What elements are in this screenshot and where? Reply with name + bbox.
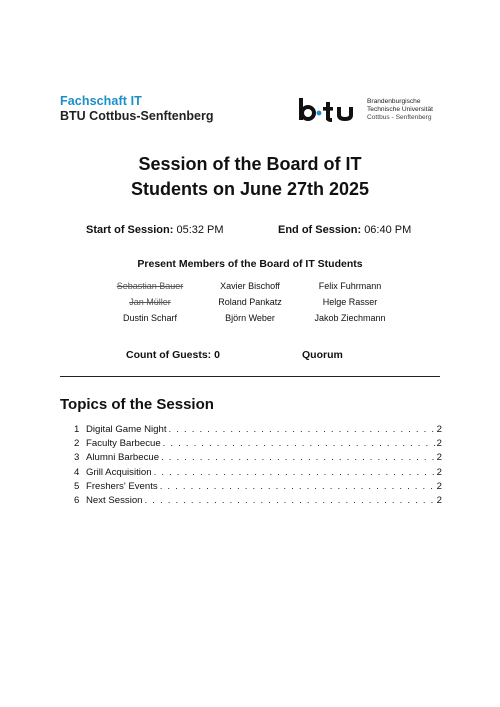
toc-entry[interactable] [74, 495, 442, 509]
toc-page: 2 [436, 480, 442, 492]
toc-label: Alumni Barbecue [86, 452, 160, 464]
toc-page: 2 [436, 438, 442, 450]
page-title [0, 152, 500, 202]
btu-logo-wordmark [367, 98, 433, 123]
toc-entry[interactable] [74, 424, 442, 438]
member-name: Roland Pankatz [218, 297, 282, 307]
org-name: Fachschaft IT [60, 94, 142, 108]
toc-leader [161, 452, 435, 463]
title-line-2: Students on June 27th 2025 [130, 179, 370, 199]
members-row [100, 294, 400, 310]
member-name: Helge Rasser [322, 297, 378, 307]
logo-text-line: Cottbus - Senftenberg [367, 114, 432, 122]
toc-number: 1 [74, 424, 80, 435]
toc-label: Digital Game Night [86, 424, 167, 435]
member-name: Felix Fuhrmann [318, 281, 382, 291]
quorum-label: Quorum [302, 349, 343, 361]
toc-number: 4 [74, 466, 80, 478]
btu-logo-icon [298, 96, 358, 124]
toc-number: 5 [74, 480, 80, 492]
topics-heading: Topics of the Session [60, 396, 214, 413]
toc-leader [154, 467, 435, 478]
session-end-label: End of Session: [278, 224, 362, 236]
guest-count [126, 349, 220, 361]
toc-entry[interactable] [74, 438, 442, 452]
toc-label: Next Session [86, 494, 143, 506]
toc-entry[interactable] [74, 481, 442, 495]
members-row [100, 278, 400, 294]
toc-leader [169, 424, 435, 435]
organization-header [60, 94, 213, 123]
member-name: Björn Weber [225, 313, 275, 323]
session-start-time: 05:32 PM [176, 224, 224, 236]
toc-number: 6 [74, 494, 80, 506]
members-row [100, 310, 400, 326]
member-name: Jakob Ziechmann [314, 313, 386, 323]
guest-count-value: 0 [214, 349, 220, 361]
toc-label: Faculty Barbecue [86, 438, 161, 450]
session-start-label: Start of Session: [86, 224, 174, 236]
logo-text-line: Technische Universität [367, 105, 433, 113]
member-name: Xavier Bischoff [220, 281, 280, 291]
toc-page: 2 [436, 466, 442, 478]
toc-label: Freshers' Events [86, 480, 158, 492]
member-name: Jan Müller [129, 297, 171, 307]
toc-page: 2 [436, 452, 442, 464]
btu-logo [298, 94, 433, 126]
section-divider [60, 376, 440, 377]
session-start [86, 224, 224, 236]
toc-page: 2 [436, 424, 442, 435]
toc-leader [163, 438, 435, 449]
toc-leader [160, 481, 435, 492]
topics-list [74, 424, 442, 509]
toc-entry[interactable] [74, 467, 442, 481]
members-table [100, 278, 400, 326]
member-name: Dustin Scharf [122, 313, 178, 323]
members-heading: Present Members of the Board of IT Students [137, 258, 363, 270]
session-end-time: 06:40 PM [364, 224, 412, 236]
guest-count-label: Count of Guests: [126, 349, 212, 361]
member-name: Sebastian Bauer [116, 281, 184, 291]
org-university: BTU Cottbus-Senftenberg [60, 109, 214, 123]
toc-entry[interactable] [74, 452, 442, 466]
title-line-1: Session of the Board of IT [138, 154, 362, 174]
toc-page: 2 [436, 494, 442, 506]
session-end [278, 224, 411, 236]
logo-text-line: Brandenburgische [367, 97, 421, 105]
toc-number: 3 [74, 452, 80, 464]
toc-number: 2 [74, 438, 80, 450]
toc-label: Grill Acquisition [86, 466, 152, 478]
toc-leader [145, 495, 435, 506]
